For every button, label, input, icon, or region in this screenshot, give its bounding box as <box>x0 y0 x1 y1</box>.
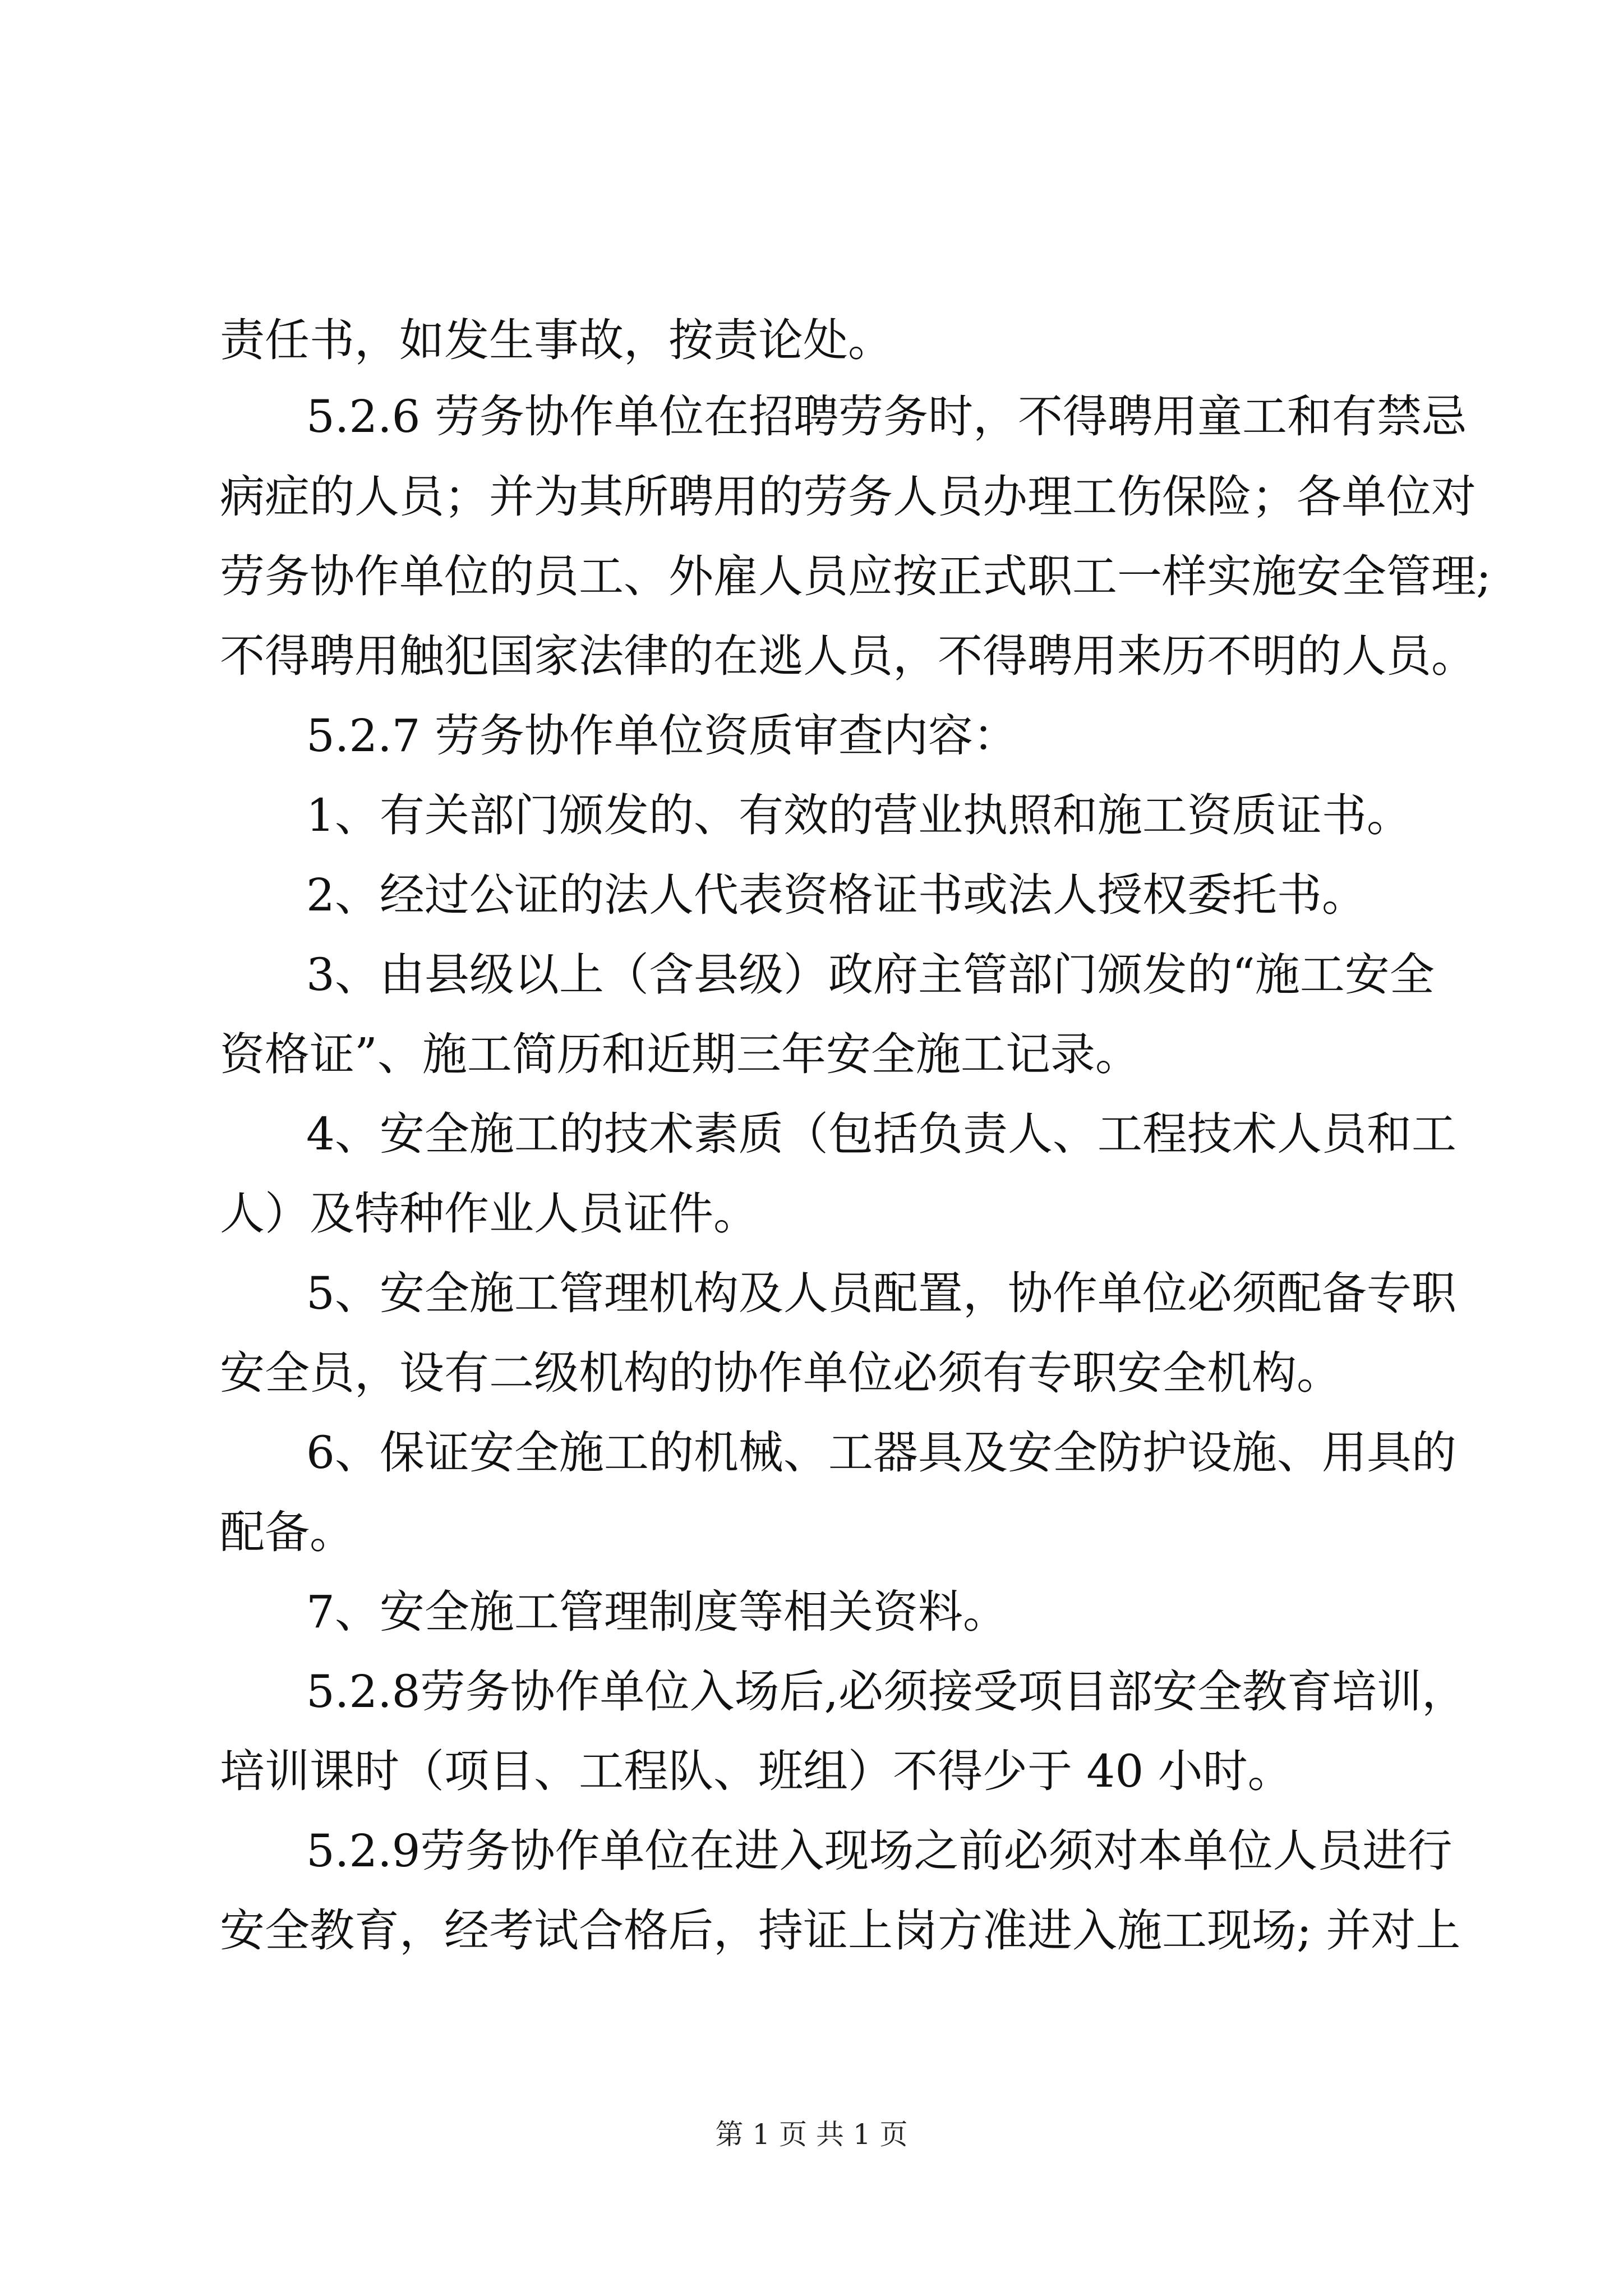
text-line: 5.2.7 劳务协作单位资质审查内容： <box>306 710 1018 762</box>
text-line: 培训课时（项目、工程队、班组）不得少于 40 小时。 <box>220 1745 1293 1797</box>
text-line: 2、经过公证的法人代表资格证书或法人授权委托书。 <box>306 869 1367 921</box>
text-line: 人）及特种作业人员证件。 <box>220 1188 758 1240</box>
text-line: 不得聘用触犯国家法律的在逃人员，不得聘用来历不明的人员。 <box>220 630 1476 682</box>
page-footer: 第 1 页 共 1 页 <box>715 2118 908 2151</box>
text-line: 3、由县级以上（含县级）政府主管部门颁发的“施工安全 <box>306 949 1435 1001</box>
text-line: 4、安全施工的技术素质（包括负责人、工程技术人员和工 <box>306 1108 1456 1160</box>
text-line: 1、有关部门颁发的、有效的营业执照和施工资质证书。 <box>306 789 1412 841</box>
text-line: 劳务协作单位的员工、外雇人员应按正式职工一样实施安全管理; <box>220 550 1491 602</box>
text-line: 责任书，如发生事故，按责论处。 <box>220 314 893 366</box>
text-line: 5.2.6 劳务协作单位在招聘劳务时，不得聘用童工和有禁忌 <box>306 390 1467 443</box>
text-line: 6、保证安全施工的机械、工器具及安全防护设施、用具的 <box>306 1427 1456 1479</box>
text-line: 配备。 <box>220 1506 354 1558</box>
text-line: 资格证”、施工简历和近期三年安全施工记录。 <box>220 1028 1140 1080</box>
text-line: 7、安全施工管理制度等相关资料。 <box>306 1586 1008 1638</box>
text-line: 5、安全施工管理机构及人员配置，协作单位必须配备专职 <box>306 1267 1456 1319</box>
text-line: 安全员，设有二级机构的协作单位必须有专职安全机构。 <box>220 1347 1341 1399</box>
text-line: 病症的人员；并为其所聘用的劳务人员办理工伤保险；各单位对 <box>220 471 1476 523</box>
text-line: 5.2.9劳务协作单位在进入现场之前必须对本单位人员进行 <box>306 1825 1453 1877</box>
text-line: 安全教育，经考试合格后，持证上岗方准进入施工现场; 并对上 <box>220 1904 1461 1957</box>
text-line: 5.2.8劳务协作单位入场后,必须接受项目部安全教育培训， <box>306 1665 1467 1718</box>
